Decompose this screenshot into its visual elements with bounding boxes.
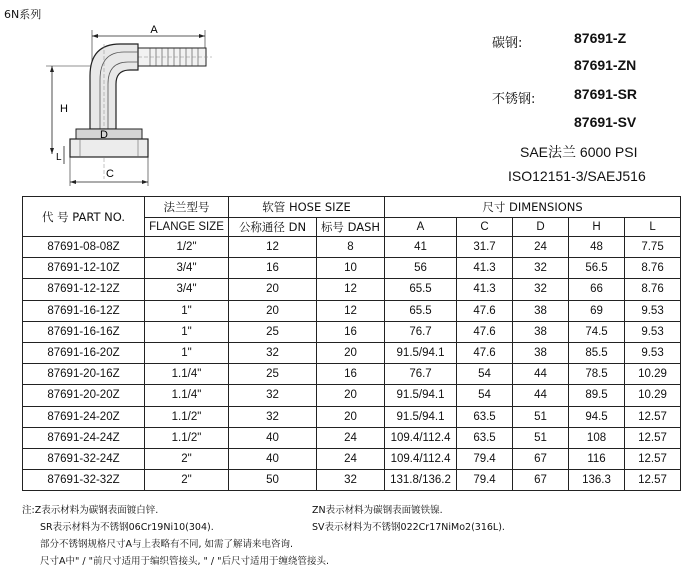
cell-c: 47.6 (457, 300, 513, 321)
table-row (23, 364, 681, 385)
cell-dn: 12 (229, 237, 317, 258)
cell-dn: 25 (229, 364, 317, 385)
cell-part-no: 87691-08-08Z (23, 237, 145, 258)
cell-dash: 20 (317, 385, 385, 406)
cell-part-no: 87691-16-12Z (23, 300, 145, 321)
cell-flange-size: 2" (145, 448, 229, 469)
cell-dash: 16 (317, 321, 385, 342)
series-label: 6N系列 (4, 8, 42, 21)
cell-a: 41 (385, 237, 457, 258)
cell-l: 12.57 (625, 470, 681, 491)
code-z: 87691-Z (574, 30, 627, 46)
cell-l: 12.57 (625, 406, 681, 427)
header-a: A (385, 218, 457, 237)
cell-l: 8.76 (625, 279, 681, 300)
cell-l: 12.57 (625, 448, 681, 469)
cell-c: 63.5 (457, 427, 513, 448)
cell-c: 41.3 (457, 258, 513, 279)
table-row (23, 237, 681, 258)
cell-flange-size: 1" (145, 342, 229, 363)
cell-a: 56 (385, 258, 457, 279)
cell-l: 9.53 (625, 300, 681, 321)
cell-a: 109.4/112.4 (385, 427, 457, 448)
cell-dn: 50 (229, 470, 317, 491)
cell-part-no: 87691-32-24Z (23, 448, 145, 469)
cell-h: 108 (569, 427, 625, 448)
dim-c-label: C (106, 168, 114, 180)
header-part-no: 代 号 PART NO. (23, 197, 145, 237)
header-d: D (513, 218, 569, 237)
standard-sae: SAE法兰 6000 PSI (520, 144, 638, 160)
table-row (23, 321, 681, 342)
code-sr: 87691-SR (574, 86, 638, 102)
cell-h: 48 (569, 237, 625, 258)
cell-c: 47.6 (457, 321, 513, 342)
code-zn: 87691-ZN (574, 57, 637, 73)
table-row (23, 342, 681, 363)
fitting-drawing (20, 14, 220, 199)
cell-part-no: 87691-16-20Z (23, 342, 145, 363)
table-row (23, 448, 681, 469)
standard-iso: ISO12151-3/SAEJ516 (508, 168, 646, 184)
header-flange-group: 法兰型号 (145, 197, 229, 218)
header-flange-size: FLANGE SIZE (145, 218, 229, 237)
table-row (23, 470, 681, 491)
cell-c: 41.3 (457, 279, 513, 300)
cell-a: 91.5/94.1 (385, 385, 457, 406)
cell-a: 76.7 (385, 364, 457, 385)
note-sr: SR表示材料为不锈钢06Cr19Ni10(304). (40, 522, 214, 533)
table-row (23, 406, 681, 427)
cell-flange-size: 1/2" (145, 237, 229, 258)
cell-dn: 16 (229, 258, 317, 279)
cell-dash: 20 (317, 406, 385, 427)
cell-h: 94.5 (569, 406, 625, 427)
cell-dn: 20 (229, 279, 317, 300)
cell-dash: 24 (317, 448, 385, 469)
dim-l-label: L (56, 152, 62, 163)
cell-a: 91.5/94.1 (385, 342, 457, 363)
cell-l: 8.76 (625, 258, 681, 279)
cell-a: 65.5 (385, 279, 457, 300)
cell-h: 85.5 (569, 342, 625, 363)
cell-h: 116 (569, 448, 625, 469)
cell-c: 79.4 (457, 470, 513, 491)
cell-part-no: 87691-24-20Z (23, 406, 145, 427)
cell-dn: 40 (229, 448, 317, 469)
cell-c: 79.4 (457, 448, 513, 469)
table-row (23, 385, 681, 406)
carbon-steel-label: 碳钢: (492, 36, 523, 51)
cell-flange-size: 1" (145, 321, 229, 342)
table-row (23, 300, 681, 321)
code-sv: 87691-SV (574, 114, 637, 130)
cell-l: 7.75 (625, 237, 681, 258)
cell-dash: 12 (317, 279, 385, 300)
cell-d: 67 (513, 470, 569, 491)
cell-part-no: 87691-12-10Z (23, 258, 145, 279)
dim-h-label: H (60, 103, 68, 115)
spec-table (22, 196, 681, 491)
table-row (23, 427, 681, 448)
table-row (23, 258, 681, 279)
cell-c: 63.5 (457, 406, 513, 427)
note-z: 注:Z表示材料为碳钢表面镀白锌. (22, 505, 159, 516)
cell-part-no: 87691-20-16Z (23, 364, 145, 385)
cell-l: 12.57 (625, 427, 681, 448)
cell-h: 78.5 (569, 364, 625, 385)
cell-d: 38 (513, 342, 569, 363)
cell-l: 9.53 (625, 321, 681, 342)
cell-dash: 20 (317, 342, 385, 363)
cell-d: 38 (513, 300, 569, 321)
cell-h: 66 (569, 279, 625, 300)
cell-h: 89.5 (569, 385, 625, 406)
cell-dn: 32 (229, 406, 317, 427)
cell-h: 74.5 (569, 321, 625, 342)
cell-h: 69 (569, 300, 625, 321)
cell-part-no: 87691-24-24Z (23, 427, 145, 448)
cell-a: 76.7 (385, 321, 457, 342)
cell-c: 47.6 (457, 342, 513, 363)
cell-dn: 20 (229, 300, 317, 321)
cell-flange-size: 1.1/4" (145, 385, 229, 406)
cell-dash: 8 (317, 237, 385, 258)
cell-part-no: 87691-12-12Z (23, 279, 145, 300)
note-dim-a: 尺寸A中" / "前尺寸适用于编织管接头, " / "后尺寸适用于缠绕管接头. (40, 556, 330, 567)
cell-c: 54 (457, 364, 513, 385)
cell-dn: 32 (229, 342, 317, 363)
cell-flange-size: 2" (145, 470, 229, 491)
spec-table-body (23, 237, 681, 491)
cell-d: 38 (513, 321, 569, 342)
header-dn: 公称通径 DN (229, 218, 317, 237)
note-sv: SV表示材料为不锈钢022Cr17NiMo2(316L). (312, 522, 505, 533)
cell-a: 65.5 (385, 300, 457, 321)
header-dim-group: 尺寸 DIMENSIONS (385, 197, 681, 218)
cell-d: 51 (513, 406, 569, 427)
cell-d: 51 (513, 427, 569, 448)
cell-dash: 16 (317, 364, 385, 385)
cell-d: 67 (513, 448, 569, 469)
header-l: L (625, 218, 681, 237)
cell-a: 91.5/94.1 (385, 406, 457, 427)
cell-l: 9.53 (625, 342, 681, 363)
cell-l: 10.29 (625, 364, 681, 385)
cell-d: 24 (513, 237, 569, 258)
cell-flange-size: 1.1/4" (145, 364, 229, 385)
cell-dash: 24 (317, 427, 385, 448)
stainless-steel-label: 不锈钢: (492, 92, 536, 107)
cell-d: 32 (513, 258, 569, 279)
dim-d-label: D (100, 129, 108, 141)
cell-l: 10.29 (625, 385, 681, 406)
cell-d: 44 (513, 364, 569, 385)
cell-d: 44 (513, 385, 569, 406)
cell-a: 109.4/112.4 (385, 448, 457, 469)
cell-h: 136.3 (569, 470, 625, 491)
note-zn: ZN表示材料为碳钢表面镀铁镍. (312, 505, 443, 516)
cell-flange-size: 1.1/2" (145, 427, 229, 448)
cell-flange-size: 1" (145, 300, 229, 321)
cell-flange-size: 1.1/2" (145, 406, 229, 427)
header-dash: 标号 DASH (317, 218, 385, 237)
cell-flange-size: 3/4" (145, 279, 229, 300)
cell-h: 56.5 (569, 258, 625, 279)
cell-d: 32 (513, 279, 569, 300)
cell-c: 54 (457, 385, 513, 406)
cell-dn: 32 (229, 385, 317, 406)
cell-flange-size: 3/4" (145, 258, 229, 279)
cell-dn: 25 (229, 321, 317, 342)
cell-dash: 10 (317, 258, 385, 279)
cell-part-no: 87691-20-20Z (23, 385, 145, 406)
cell-dn: 40 (229, 427, 317, 448)
info-panel (470, 30, 685, 200)
header-hose-group: 软管 HOSE SIZE (229, 197, 385, 218)
cell-a: 131.8/136.2 (385, 470, 457, 491)
header-c: C (457, 218, 513, 237)
cell-dash: 12 (317, 300, 385, 321)
header-h: H (569, 218, 625, 237)
cell-part-no: 87691-32-32Z (23, 470, 145, 491)
cell-c: 31.7 (457, 237, 513, 258)
cell-dash: 32 (317, 470, 385, 491)
note-stainless-diff: 部分不锈钢规格尺寸A与上表略有不同, 如需了解请来电咨询. (40, 539, 294, 550)
table-row (23, 279, 681, 300)
cell-part-no: 87691-16-16Z (23, 321, 145, 342)
dim-a-label: A (150, 24, 158, 36)
